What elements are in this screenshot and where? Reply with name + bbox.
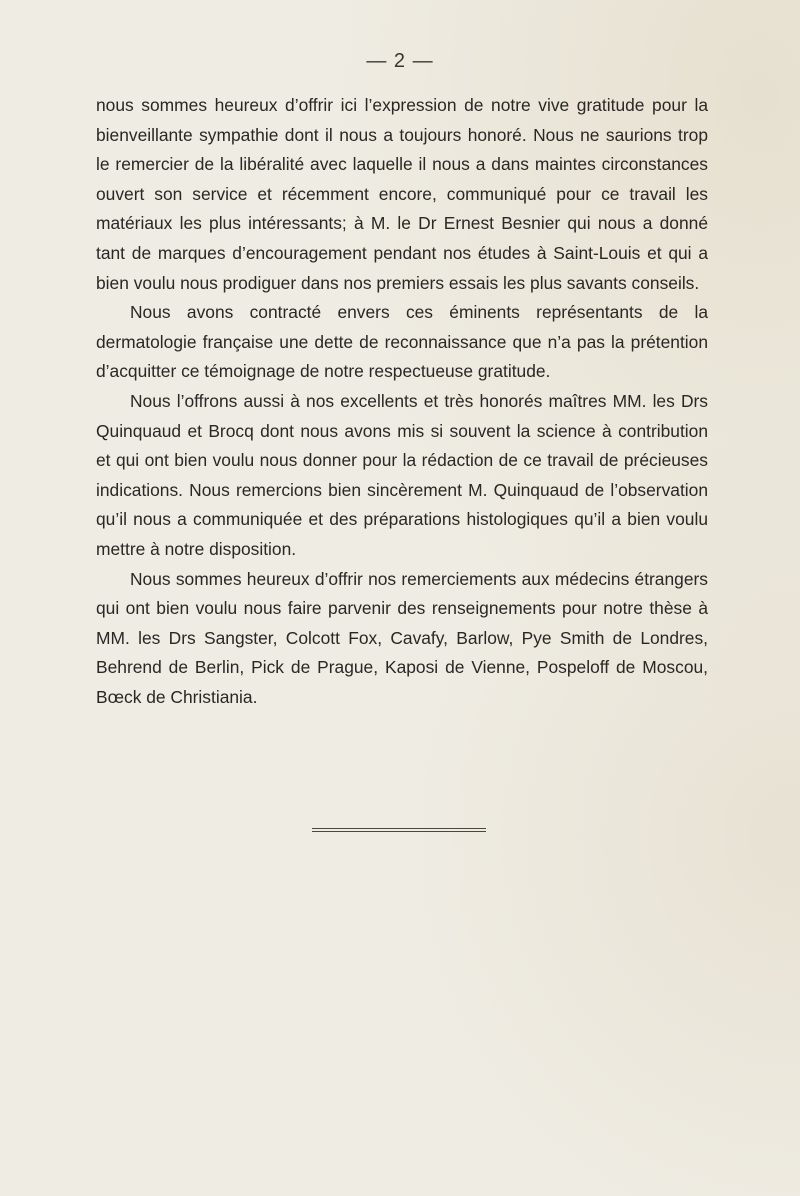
page-number: — 2 — xyxy=(366,50,434,72)
paragraph-4: Nous sommes heureux d’offrir nos remerciements aux médecins étrangers qui ont bien voulu nous faire parvenir des renseignements pour notre thèse à MM. les Drs Sangster, Colcott Fox, Cavafy, Barlow, Pye Smith de Londres, Behrend de Berlin, Pick de Prague, Kaposi de Vienne, Pospeloff de Moscou, Bœck de Christiania. xyxy=(96,568,708,707)
paragraph-1: nous sommes heureux d’offrir ici l’expression de notre vive gratitude pour la bienveillante sympathie dont il nous a toujours honoré. Nous ne saurions trop le remercier de la libéralité avec laquelle il nous a dans maintes circonstances ouvert son service et récemment encore, communiqué pour ce travail les matériaux les plus intéressants; à M. le Dr Ernest Besnier qui nous a donné tant de marques d’encouragement pendant nos études à Saint-Louis et qui a bien voulu nous prodiguer dans nos premiers essais les plus savants conseils. xyxy=(96,95,708,293)
paragraph-2: Nous avons contracté envers ces éminents représentants de la dermatologie française une dette de reconnaissance que n’a pas la prétention d’acquitter ce témoignage de notre respectueuse gratitude. xyxy=(96,302,708,382)
section-divider xyxy=(312,828,486,832)
body-text xyxy=(96,91,708,712)
paragraph-3: Nous l’offrons aussi à nos excellents et très honorés maîtres MM. les Drs Quinquaud et Brocq dont nous avons mis si souvent la science à contribution et qui ont bien voulu nous donner pour la rédaction de ce travail de précieuses indications. Nous remercions bien sincèrement M. Quinquaud de l’observation qu’il nous a communiquée et des préparations histologiques qu’il a bien voulu mettre à notre disposition. xyxy=(96,390,708,559)
